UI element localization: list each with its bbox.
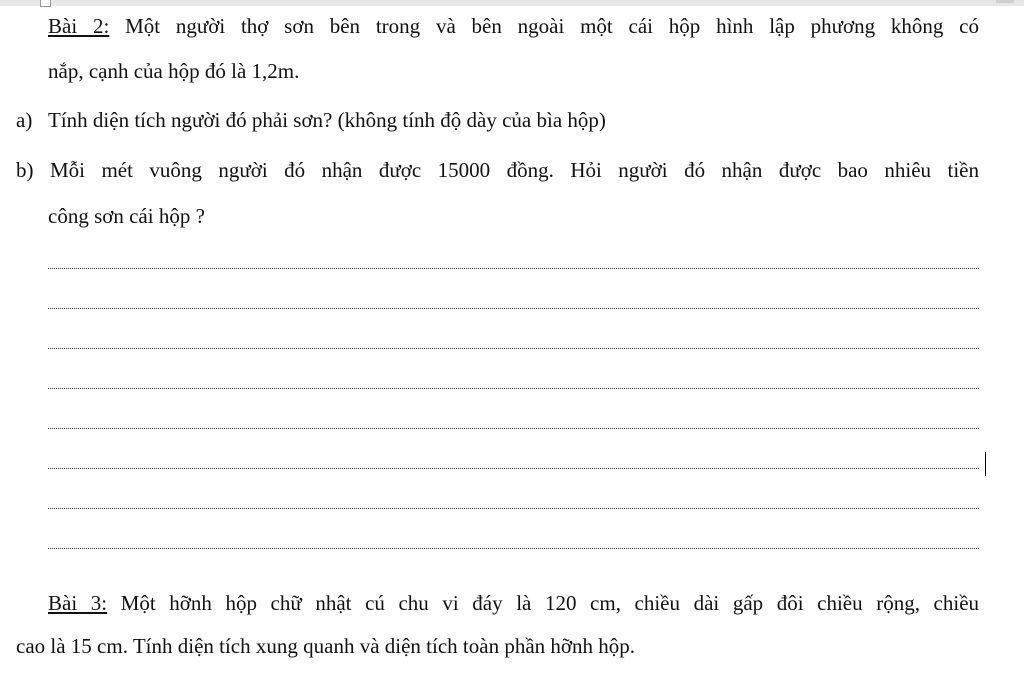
exercise3-line2: cao là 15 cm. Tính diện tích xung quanh và diện tích toàn phần hỡnh hộp. (16, 634, 635, 658)
document-top-bar (0, 0, 1024, 6)
part-b-text: Mỗi mét vuông người đó nhận được 15000 đồng. Hỏi người đó nhận được bao nhiêu tiền (49, 158, 979, 182)
answer-line[interactable] (48, 348, 979, 349)
part-a-text: Tính diện tích người đó phải sơn? (không tính độ dày của bìa hộp) (48, 108, 606, 132)
exercise3-title: Bài 3: (48, 591, 108, 615)
answer-line[interactable] (48, 548, 979, 549)
exercise3-line1 (16, 591, 979, 615)
exercise3-text: Một hỡnh hộp chữ nhật cú chu vi đáy là 120 cm, chiều dài gấp đôi chiều rộng, chiều (120, 591, 980, 615)
text-cursor (985, 452, 986, 476)
exercise2-part-b-line2: công sơn cái hộp ? (48, 204, 205, 228)
exercise2-part-a (16, 108, 606, 132)
answer-line[interactable] (48, 508, 979, 509)
exercise2-part-b-line1 (16, 158, 979, 182)
scroll-indicator[interactable] (996, 0, 1014, 3)
answer-line[interactable] (48, 308, 979, 309)
answer-line[interactable] (48, 388, 979, 389)
exercise2-intro-text: Một người thợ sơn bên trong và bên ngoài một cái hộp hình lập phương không có (125, 14, 979, 38)
part-b-label: b) (16, 158, 34, 182)
exercise2-intro-line1 (48, 14, 979, 38)
part-a-label: a) (16, 108, 33, 132)
answer-line[interactable] (48, 428, 979, 429)
answer-line[interactable] (48, 268, 979, 269)
exercise2-intro-line2: nắp, cạnh của hộp đó là 1,2m. (48, 59, 300, 83)
exercise2-title: Bài 2: (48, 14, 110, 38)
answer-line[interactable] (48, 468, 979, 469)
page-corner-marker (40, 0, 51, 7)
